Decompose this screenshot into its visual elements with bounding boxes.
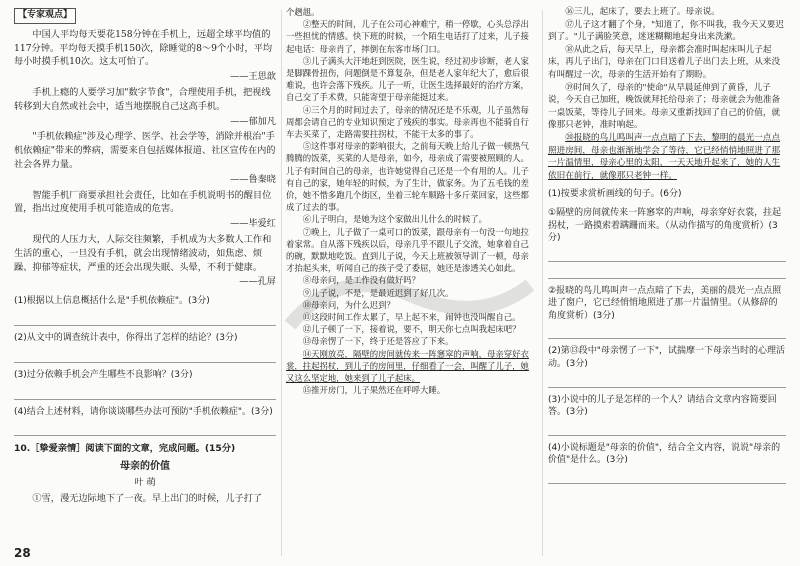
opinion-paragraph: 智能手机厂商要承担社会责任，比如在手机说明书的醒目位置，指出过度使用手机可能造成的危害。 (14, 189, 272, 215)
question-3: (3)过分依赖手机会产生哪些不良影响？(3分) (14, 369, 193, 380)
story-paragraph: ⑩母亲问，为什么迟到？ (302, 299, 395, 310)
story-paragraph: ⑪这段时间工作太累了，早上起不来，闹钟也没叫醒自己。 (302, 312, 521, 323)
opinion-paragraph: 中国人平均每天要花158分钟在手机上，远超全球平均值的117分钟。平均每天摸手机150次，除睡觉的8～9个小时，平均每小时摸手机10次。这太可怕了。 (14, 28, 273, 68)
opinion-paragraph: 手机上瘾的人要学习加"数字节食"，合理使用手机，把视线转移到大自然或社会中，适当地摆脱自己这高手机。 (14, 86, 271, 112)
story-paragraph: ⑨儿子说，不是，是最近迟到了好几次。 (302, 287, 454, 298)
opinion-paragraph: "手机依赖症"涉及心理学、医学、社会学等，消除并根治"手机依赖症"带来的弊病，需要来自包括媒体报道、社区宣传在内的社会各界力量。 (14, 131, 276, 170)
page-number: 28 (14, 546, 31, 560)
answer-line[interactable] (548, 264, 786, 279)
underlined-sentence: ⑭天刚放亮，隔壁的房间就传来一阵窸窣的声响，母亲穿好衣裳，拄起拐杖，到儿子的房间里，仔细看了一会，叫醒了儿子，她又这么坚定地，她来到了儿子起床。 (286, 348, 529, 384)
answer-line[interactable] (548, 421, 786, 436)
story-paragraph: ⑰儿子这才翻了个身，"知道了，你不叫我，我今天又要迟到了。"儿子满脸笑意，迷迷糊糊地起身出来洗漱。 (548, 19, 784, 43)
story-paragraph: ⑫儿子顿了一下，接着说，要不，明天你七点叫我起床吧？ (302, 324, 521, 335)
answer-line[interactable] (548, 469, 786, 484)
underlined-sentence: ⑳报晓的鸟儿鸣叫声一点点暗了下去，黎明的晨光一点点照进房间，母亲也渐渐地学会了等待，它已经悄悄地照进了那一片温情里，母亲心里的太阳，一天天地升起来了，她的人生依旧在前行，就像那只老钟一样。 (548, 132, 781, 181)
story-title: 母亲的价值 (120, 461, 170, 473)
opinion-paragraph: 现代的人压力大，人际交往频繁，手机成为大多数人工作和生活的重心，一旦没有手机，就会出现情绪波动，如焦虑、烦躁、抑郁等症状，严重的还会出现失眠、头晕，不利于健康。 (14, 233, 272, 273)
story-paragraph: ④三个月的时间过去了，母亲的情况还是不乐观，儿子虽然每周都会请自己的专业知识预定了残疾的事实。母亲再也不能骑自行车去买菜了，走路需要拄拐杖，不能干太多的事了。 (286, 104, 529, 140)
story-paragraph: ⑬母亲愣了一下，终于还是答应了下来。 (302, 336, 454, 347)
opinion-source: ——郁加凡 (230, 115, 276, 127)
opinion-source: ——孔屏 (239, 276, 276, 288)
story-paragraph: ⑮推开房门，儿子果然还在呼呼大睡。 (302, 385, 446, 396)
story-paragraph: ①雪，漫无边际地下了一夜。早上出门的时候，儿子打了 (32, 492, 263, 504)
story-paragraph: ⑦晚上，儿子做了一桌可口的饭菜，跟母亲有一句没一句地拉着家常。自从落下残疾以后，母亲几乎不跟儿子交流，她拿着自己的碗，默默地吃饭。直到儿子说，今天上班被领导训了一顿，母亲才抬起头来，听闻自己的孩子受了委屈，她还是渗透关心如此。 (286, 226, 529, 274)
left-column (14, 6, 276, 506)
middle-column (286, 6, 536, 397)
right-column (548, 6, 786, 486)
story-paragraph: ③儿子满头大汗地赶到医院，医生说，经过初步诊断，老人家是脚踝骨扭伤，问题倒是不算复杂，但是老人家年纪大了，愈后很难说，也许会落下残疾。儿子一听，让医生选择最好的治疗方案，自己交了手术费，只能寄望于母亲能挺过来。 (286, 55, 529, 103)
question-1: (1)根据以上信息概括什么是"手机依赖症"。(3分) (14, 296, 210, 307)
answer-line[interactable] (14, 311, 276, 326)
underlined-paragraph (548, 132, 786, 182)
answer-line[interactable] (548, 324, 786, 339)
underlined-paragraph (286, 348, 536, 385)
story-author: 叶 萌 (134, 476, 156, 488)
question-1b: ②报晓的鸟儿鸣叫声一点点暗了下去，美丽的晨光一点点照进了窗户，它已经悄悄地照进了那一片温情里。（从修辞的角度赏析）(3分) (548, 285, 782, 321)
story-paragraph: ⑯三儿，起床了，要去上班了。母亲说。 (565, 7, 720, 17)
question-3: (3)小说中的儿子是怎样的一个人？请结合文章内容简要回答。(3分) (548, 394, 777, 418)
story-paragraph: ⑧母亲问，是工作没有做好吗？ (302, 275, 421, 286)
story-paragraph: ②整天的时间，儿子在公司心神难宁，稍一停歇，心头总浮出一些担忧的情感。快下班的时候，一个陌生电话打了过来，儿子接起电话：母亲肖了，摔倒在东客市场门口。 (286, 19, 529, 54)
opinion-source: ——毕爱红 (230, 218, 276, 230)
question-4: (4)小说标题是"母亲的价值"，结合全文内容，说说"母亲的价值"是什么。(3分) (548, 442, 781, 466)
story-paragraph: ⑤这件事对母亲的影响很大，之前每天晚上给儿子做一顿热气腾腾的饭菜，买菜的人是母亲，如今，母亲成了需要被照顾的人。儿子有时间自己的母亲，也许她觉得自己还是一个有用的人。儿子有自己的家，她年轻的时候，为了生计，做家务。为了五毛钱的差价，她不惜多跑几个街区，坐着三轮车顺路十多斤菜回家，这些都成了过去的事。 (286, 141, 529, 213)
question-2: (2)从文中的调查统计表中，你得出了怎样的结论？(3分) (14, 332, 238, 343)
column-divider (542, 10, 543, 556)
question-1: (1)按要求赏析画线的句子。(6分) (548, 189, 682, 200)
section-tag: 【专家观点】 (14, 8, 76, 24)
answer-line[interactable] (548, 373, 786, 388)
story-paragraph: 个趔趄。 (286, 7, 320, 17)
story-paragraph: ⑲时间久了，母亲的"使命"从早晨延伸到了黄昏，儿子说，今天自己加班，晚饭就拜托给母亲了；母亲就会为他准备一桌饭菜，等待儿子回来。母亲又重新找回了自己的价值，就像那只老钟，准时响起。 (548, 82, 781, 131)
question-4: (4)结合上述材料，请你谈谈哪些办法可预防"手机依赖症"。(3分) (14, 406, 273, 417)
answer-line[interactable] (548, 247, 786, 262)
answer-line[interactable] (14, 348, 276, 363)
answer-line[interactable] (14, 385, 276, 400)
opinion-source: ——王思歆 (230, 71, 276, 83)
story-paragraph: ⑥儿子明白，是她为这个家做出儿什么的时候了。 (302, 214, 488, 225)
opinion-source: ——鲁秦晓 (230, 173, 276, 185)
story-paragraph: ⑱从此之后，每天早上，母亲都会准时叫起床叫儿子起床，再儿子出门，母亲在门口目送着儿子出门去上班，从来没有叫醒过一次，母亲的生活开始有了期盼。 (548, 44, 781, 80)
question-10-heading: 10.［挚爱亲情］阅读下面的文章，完成问题。(15分) (14, 443, 236, 455)
question-1a: ①隔壁的房间就传来一阵窸窣的声响，母亲穿好衣裳，拄起拐杖，一路摸索着蹒跚而来。（从动作描写的角度赏析）(3分) (548, 207, 782, 244)
question-2: (2)第⑬段中"母亲愣了一下"，试揣摩一下母亲当时的心理活动。(3分) (548, 346, 786, 370)
answer-line[interactable] (14, 421, 276, 436)
